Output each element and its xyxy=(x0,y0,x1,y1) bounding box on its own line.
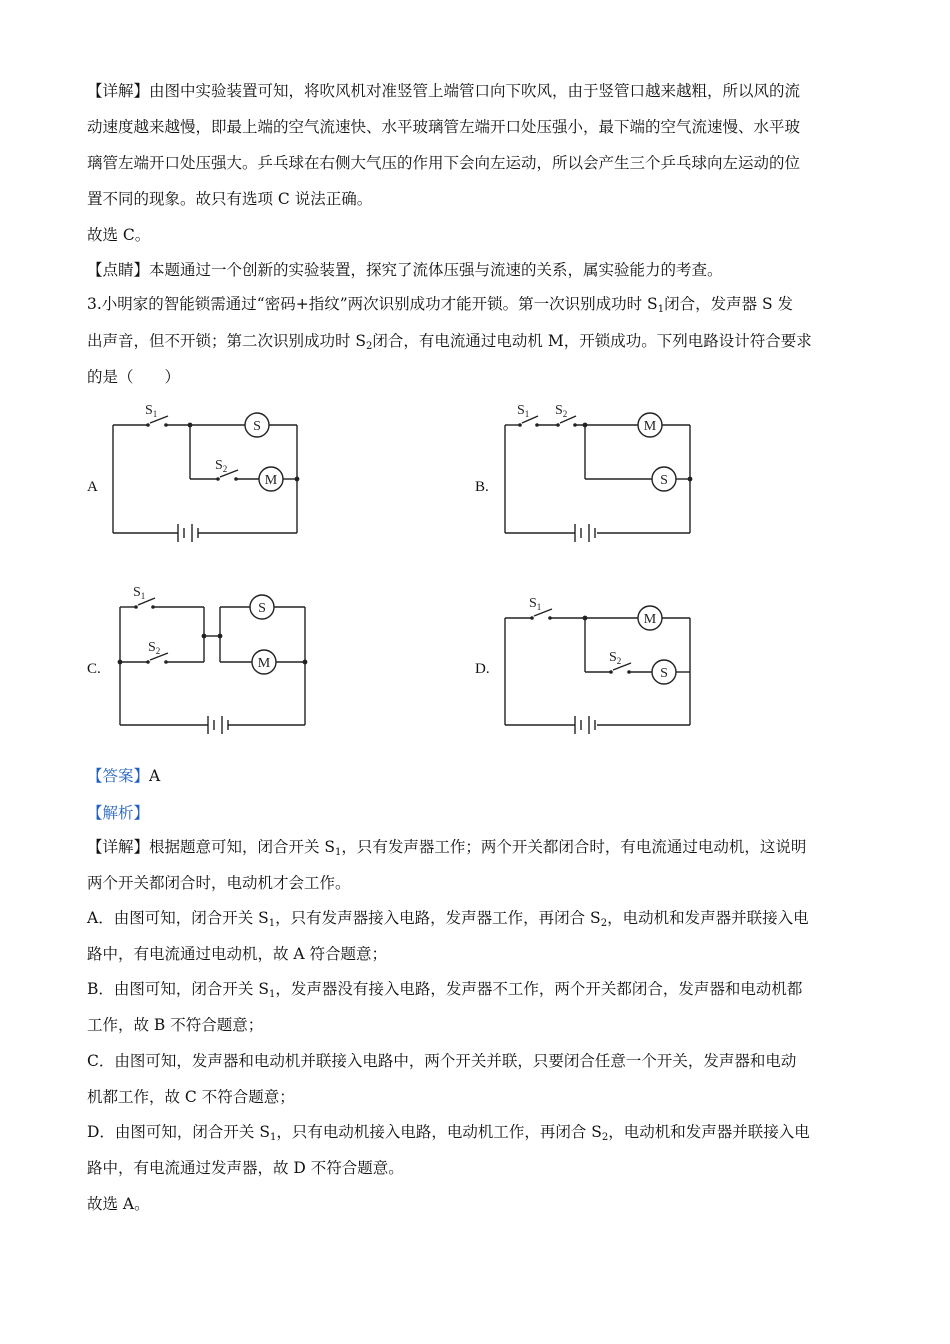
switch-contact xyxy=(556,423,560,427)
motor-symbol xyxy=(638,606,662,630)
switch-contact xyxy=(627,670,631,674)
detail-paragraph-line: 置不同的现象。故只有选项 C 说法正确。 xyxy=(87,190,373,208)
motor-letter: M xyxy=(643,612,657,627)
option-b-explanation: B．由图可知，闭合开关 $S_1$，发声器没有接入电路，发声器不工作，两个开关都闭合，发声器和电动机都 xyxy=(87,980,803,1000)
circuit-a xyxy=(113,413,297,542)
switch-label-s1: $S_1$ xyxy=(133,585,146,601)
motor-symbol xyxy=(252,650,276,674)
switch-s1-blade xyxy=(138,598,155,605)
detail-paragraph-line: 动速度越来越慢，即最上端的空气流速快、水平玻璃管左端开口处压强小，最下端的空气流速慢、水平玻 xyxy=(87,118,801,136)
circuit-d xyxy=(505,606,690,734)
switch-contact xyxy=(518,423,522,427)
switch-s2-blade xyxy=(613,663,631,670)
dianjing-line: 【点睛】本题通过一个创新的实验装置，探究了流体压强与流速的关系，属实验能力的考查。 xyxy=(87,261,723,279)
switch-contact xyxy=(573,423,577,427)
answer-line: 【答案】A xyxy=(87,767,161,785)
junction-dot xyxy=(188,423,193,428)
switch-label-s1: $S_1$ xyxy=(517,403,530,419)
circuit-c xyxy=(120,595,305,734)
junction-dot xyxy=(118,660,123,665)
switch-label-s1: $S_1$ xyxy=(145,403,158,419)
switch-contact xyxy=(151,605,155,609)
detail-paragraph-line: 璃管左端开口处压强大。乒乓球在右侧大气压的作用下会向左运动，所以会产生三个乒乓球向左运动的位 xyxy=(87,154,801,172)
switch-contact xyxy=(146,423,150,427)
question-line: 的是（ ） xyxy=(87,368,181,386)
buzzer-symbol xyxy=(250,595,274,619)
option-d-explanation: D．由图可知，闭合开关 $S_1$，只有电动机接入电路，电动机工作，再闭合 $S_2$，电动机和发声器并联接入电 xyxy=(87,1123,810,1143)
buzzer-letter: S xyxy=(258,601,266,616)
buzzer-symbol xyxy=(652,467,676,491)
switch-contact xyxy=(548,616,552,620)
switch-label-s2: $S_2$ xyxy=(555,403,568,419)
switch-label-s2: $S_2$ xyxy=(215,458,228,474)
motor-symbol xyxy=(259,467,283,491)
option-a-explanation: 路中，有电流通过电动机，故 A 符合题意； xyxy=(87,945,388,963)
option-label-a: A xyxy=(87,479,98,495)
switch-s1-blade xyxy=(522,416,538,423)
switch-contact xyxy=(216,477,220,481)
buzzer-letter: S xyxy=(253,419,261,434)
switch-s1-blade xyxy=(150,416,168,423)
analysis-detail-line: 两个开关都闭合时，电动机才会工作。 xyxy=(87,874,351,892)
detail-paragraph-line: 【详解】由图中实验装置可知，将吹风机对准竖管上端管口向下吹风，由于竖管口越来越粗，所以风的流 xyxy=(87,82,801,100)
switch-contact xyxy=(146,660,150,664)
option-label-b: B. xyxy=(475,479,489,495)
option-label-c: C. xyxy=(87,661,101,677)
junction-dot xyxy=(218,634,223,639)
analysis-label: 【解析】 xyxy=(87,804,150,822)
motor-letter: M xyxy=(257,656,271,671)
switch-contact xyxy=(535,423,539,427)
question-line: 出声音，但不开锁；第二次识别成功时 $S_2$闭合，有电流通过电动机 M，开锁成功。下列电路设计符合要求 xyxy=(87,332,812,352)
switch-contact xyxy=(530,616,534,620)
option-c-explanation: C．由图可知，发声器和电动机并联接入电路中，两个开关并联，只要闭合任意一个开关，发声器和电动 xyxy=(87,1052,797,1070)
question-line: 3.小明家的智能锁需通过“密码+指纹”两次识别成功才能开锁。第一次识别成功时 $S_1$闭合，发声器 S 发 xyxy=(87,295,794,315)
junction-dot xyxy=(295,477,300,482)
switch-s2-blade xyxy=(560,416,576,423)
switch-s2-blade xyxy=(150,653,168,660)
switch-contact xyxy=(164,423,168,427)
switch-label-s2: $S_2$ xyxy=(148,640,161,656)
circuit-b xyxy=(505,413,690,542)
option-a-explanation: A．由图可知，闭合开关 $S_1$，只有发声器接入电路，发声器工作，再闭合 $S_2$，电动机和发声器并联接入电 xyxy=(87,909,809,929)
switch-contact xyxy=(609,670,613,674)
buzzer-symbol xyxy=(652,660,676,684)
buzzer-letter: S xyxy=(660,666,668,681)
analysis-detail-line: 【详解】根据题意可知，闭合开关 $S_1$，只有发声器工作；两个开关都闭合时，有电流通过电动机，这说明 xyxy=(87,838,807,858)
option-c-explanation: 机都工作，故 C 不符合题意； xyxy=(87,1088,295,1106)
switch-contact xyxy=(134,605,138,609)
choose-answer-line: 故选 A。 xyxy=(87,1195,150,1213)
motor-symbol xyxy=(638,413,662,437)
junction-dot xyxy=(583,423,588,428)
junction-dot xyxy=(202,634,207,639)
junction-dot xyxy=(303,660,308,665)
switch-label-s1: $S_1$ xyxy=(529,596,542,612)
buzzer-symbol xyxy=(245,413,269,437)
option-b-explanation: 工作，故 B 不符合题意； xyxy=(87,1016,264,1034)
switch-s2-blade xyxy=(220,470,238,477)
motor-letter: M xyxy=(264,473,278,488)
switch-contact xyxy=(234,477,238,481)
junction-dot xyxy=(583,616,588,621)
switch-contact xyxy=(164,660,168,664)
switch-s1-blade xyxy=(534,609,552,616)
buzzer-letter: S xyxy=(660,473,668,488)
option-label-d: D. xyxy=(475,661,490,677)
choose-answer-line: 故选 C。 xyxy=(87,226,151,244)
switch-label-s2: $S_2$ xyxy=(609,650,622,666)
option-d-explanation: 路中，有电流通过发声器，故 D 不符合题意。 xyxy=(87,1159,404,1177)
junction-dot xyxy=(688,477,693,482)
motor-letter: M xyxy=(643,419,657,434)
